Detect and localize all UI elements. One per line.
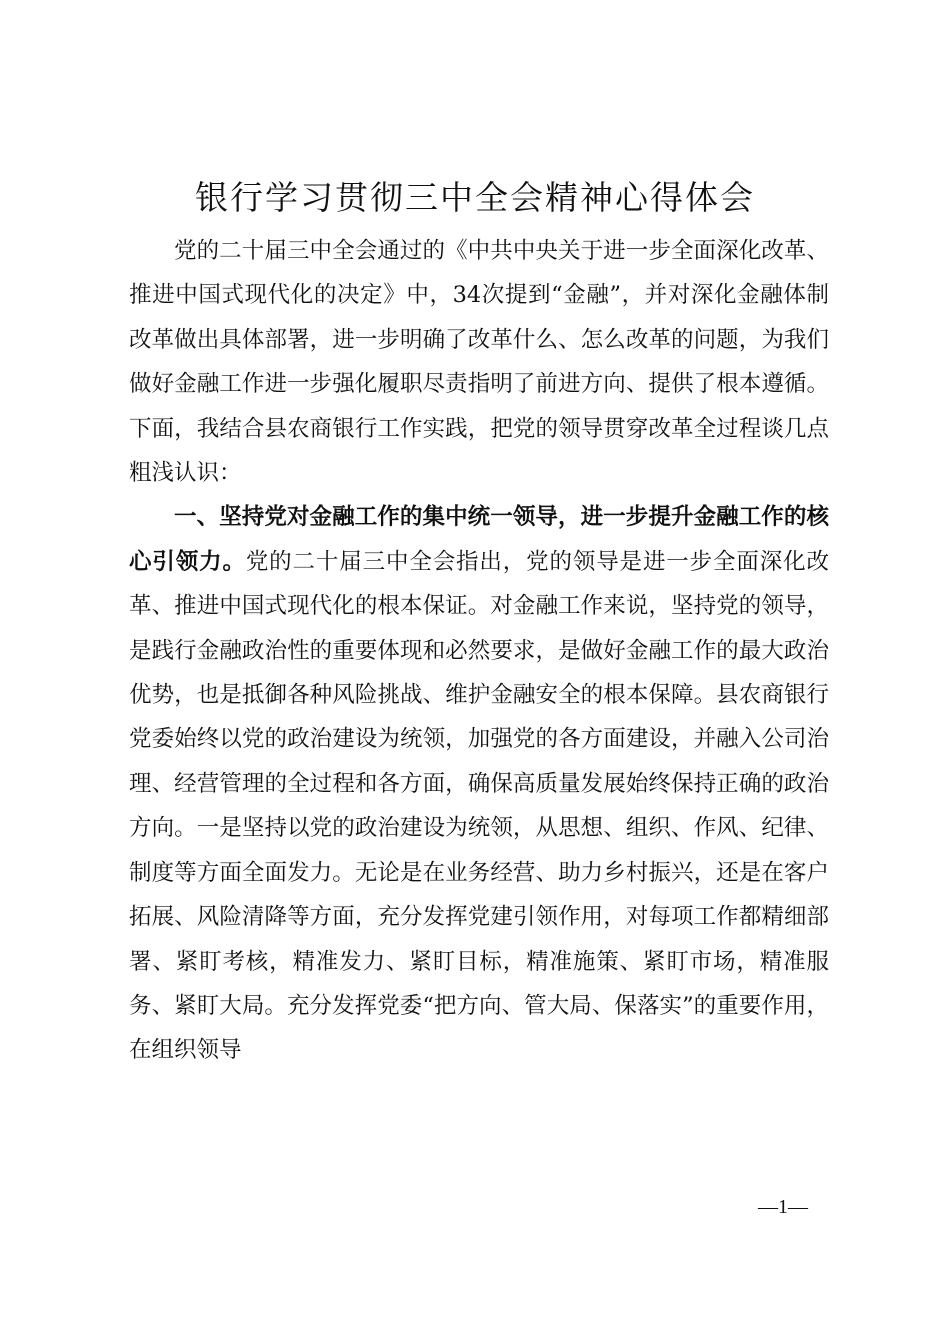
section-one-text: 党的二十届三中全会指出，党的领导是进一步全面深化改革、推进中国式现代化的根本保证。对金融工作来说，坚持党的领导，是践行金融政治性的重要体现和必然要求，是做好金融工作的最大政治优势，也是抵御各种风险挑战、维护金融安全的根本保障。县农商银行党委始终以党的政治建设为统领，加强党的各方面建设，并融入公司治理、经营管理的全过程和各方面，确保高质量发展始终保持正确的政治方向。一是坚持以党的政治建设为统领，从思想、组织、作风、纪律、制度等方面全面发力。无论是在业务经营、助力乡村振兴，还是在客户拓展、风险清降等方面，充分发挥党建引领作用，对每项工作都精细部署、紧盯考核，精准发力、紧盯目标，精准施策、紧盯市场，精准服务、紧盯大局。充分发挥党委“把方向、管大局、保落实”的重要作用，在组织领导 <box>129 548 829 1064</box>
page-number: —1— <box>758 1196 808 1218</box>
document-body <box>129 229 829 1073</box>
intro-paragraph-text: 党的二十届三中全会通过的《中共中央关于进一步全面深化改革、推进中国式现代化的决定》中，34次提到“金融”，并对深化金融体制改革做出具体部署，进一步明确了改革什么、怎么改革的问题，为我们做好金融工作进一步强化履职尽责指明了前进方向、提供了根本遵循。下面，我结合县农商银行工作实践，把党的领导贯穿改革全过程谈几点粗浅认识： <box>129 238 829 487</box>
section-one-heading: 一、坚持党对金融工作的集中统一领导，进一步提升金融工作的核心引领力。 <box>129 504 829 575</box>
intro-paragraph <box>129 229 829 495</box>
section-one-paragraph <box>129 495 829 1072</box>
document-title: 银行学习贯彻三中全会精神心得体会 <box>195 178 755 217</box>
